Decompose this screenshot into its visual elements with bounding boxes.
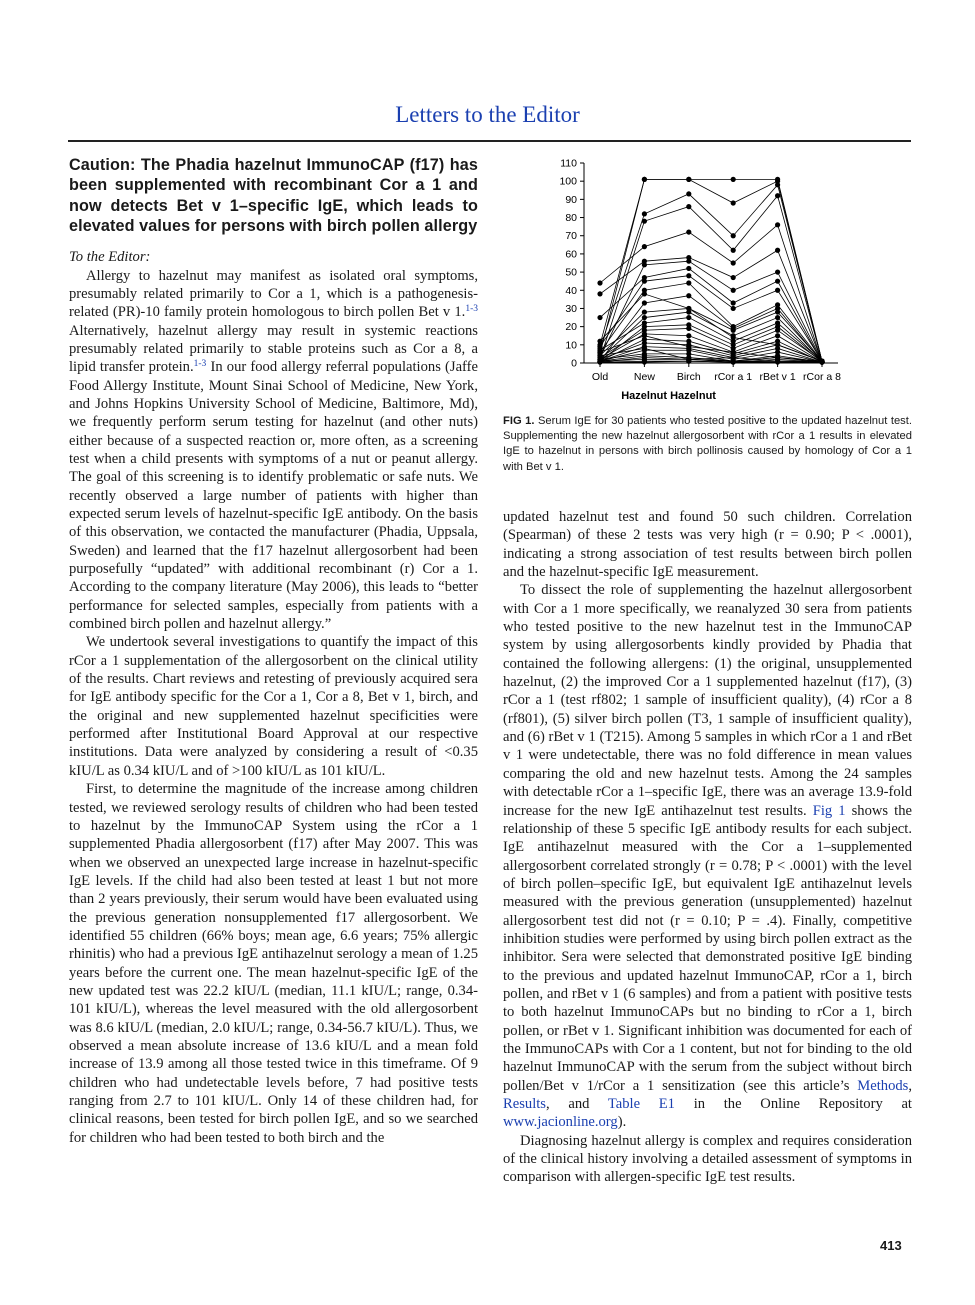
data-point	[597, 359, 602, 364]
data-point	[775, 288, 780, 293]
y-tick-label: 70	[565, 230, 577, 243]
data-point	[775, 269, 780, 274]
y-tick-label: 40	[565, 284, 577, 297]
data-point	[775, 333, 780, 338]
data-point	[686, 344, 691, 349]
results-link[interactable]: Results	[503, 1096, 546, 1112]
data-point	[686, 229, 691, 234]
data-point	[642, 359, 647, 364]
p5-text-c: in the Online Repository at	[674, 1096, 912, 1112]
data-point	[731, 275, 736, 280]
data-point	[642, 262, 647, 267]
table-link[interactable]: Table E1	[607, 1096, 675, 1112]
data-point	[731, 328, 736, 333]
paragraph-3: First, to determine the magnitude of the increase among children tested, we reviewed serology results of children who had been tested to hazelnut by the ImmunoCAP System using the rCor a 1 supplemented Phadia allergosorbent (f17) after May 2007. This was when we observed an unexpected large increase in hazelnut-specific IgE levels. If the child had also been tested at least 1 but not more than 2 years previously, their serum would have been evaluated using the previous generation nonsupplemented f17 allergosorbent. We identified 55 children (66% boys; mean age, 6.6 years; 75% allergic rhinitis) who had a previous IgE antihazelnut serology a mean of 1.25 years before the current one. The mean hazelnut-specific IgE of the new updated test was 22.2 kIU/L (median, 11.1 kIU/L; range, 0.34-101 kIU/L), whereas the level measured with the old allergosorbent was 8.6 kIU/L (median, 2.0 kIU/L; range, 0.34-56.7 kIU/L). Thus, we observed a mean absolute increase of 13.6 kIU/L and a mean fold increase of 13.9 among all those tested twice in this timeframe. Of 9 children who had undetectable levels before, 7 had positive tests ranging from 2.7 to 101 kIU/L. Only 14 of these children had, for clinical reasons, been tested for birch pollen IgE, and so we searched for children who had been tested to both birch and the	[69, 781, 478, 1146]
ige-line-chart	[548, 152, 878, 408]
data-point	[686, 191, 691, 196]
right-column	[503, 508, 912, 1187]
data-point	[731, 306, 736, 311]
p5-text-a: To dissect the role of supplementing the hazelnut allergosorbent with Cor a 1 more specifically, we reanalyzed 30 sera from patients who tested positive to the new hazelnut test in the ImmunoCAP system by using allergosorbents kindly provided by Phadia that contained the following allergens: (1) the original, unsupplemented hazelnut, (2) the improved Cor a 1 supplemented hazelnut (f17), (3) rCor a 1 (test rf802; 1 sample of insufficient quality), (4) rCor a 8 (rf801), (5) silver birch pollen (T3, 1 sample of insufficient quality), and (6) rBet v 1 (T215). Among 5 samples in which rCor a 1 and rBet v 1 were undetectable, there was no fold difference in mean values comparing the old and new hazelnut tests. Among the 24 samples with detectable rCor a 1–specific IgE, there was an average 13.9-fold increase for the new IgE antihazelnut test results.	[503, 582, 912, 819]
data-point	[686, 306, 691, 311]
data-point	[775, 222, 780, 227]
series-line	[600, 225, 822, 362]
salutation: To the Editor:	[69, 249, 151, 266]
data-point	[686, 357, 691, 362]
y-tick-label: 100	[559, 175, 577, 188]
data-point	[642, 333, 647, 338]
series-line	[600, 179, 822, 361]
page-number: 413	[880, 1238, 902, 1253]
left-column	[69, 155, 478, 1147]
data-point	[775, 328, 780, 333]
data-point	[686, 177, 691, 182]
p5-sep-2: , and	[545, 1096, 608, 1112]
y-tick-label: 90	[565, 193, 577, 206]
p5-text-b: shows the relationship of these 5 specific IgE antibody results for each subject. IgE antihazelnut measured with the Cor a 1–supplemented allergosorbent correlated strongly (r = 0.78; P < .0001) with the level of birch pollen–specific IgE, but equivalent IgE antihazelnut levels measured with the previous generation (unsupplemented) hazelnut allergosorbent test did not (r = 0.10; P = .4). Finally, competitive inhibition studies were performed by using birch pollen extract as the inhibitor. Sera were selected that demonstrated positive IgE binding to the previous and updated hazelnut ImmunoCAP, rCor a 1, birch pollen, and rBet v 1 (6 samples) and from a patient with positive tests to both hazelnut ImmunoCAPs but no binding to rCor a 1, birch pollen, or rBet v 1. Significant inhibition was documented for each of the ImmunoCAPs with Cor a 1 content, but not for binding to the old hazelnut ImmunoCAP with the serum from the subject without birch pollen/Bet v 1/rCor a 1 sensitization (see this article’s	[503, 802, 912, 1094]
x-tick-label: rCor a 1	[714, 371, 753, 383]
series-line	[600, 179, 822, 361]
data-point	[642, 279, 647, 284]
figure-caption	[503, 414, 912, 475]
caption-label: FIG 1.	[503, 415, 535, 427]
p1-text-a: Allergy to hazelnut may manifest as isolated oral symptoms, presumably related primarily to Cor a 1, which is a pathogenesis-related (PR)-10 family protein homologous to birch pollen Bet v 1.	[69, 267, 478, 321]
x-tick-label: rBet v 1	[759, 371, 796, 383]
paragraph-2: We undertook several investigations to quantify the impact of this rCor a 1 supplementation of the allergosorbent on the clinical utility of the results. Chart reviews and retesting of previously acquired sera for IgE antibody specific for the Cor a 1, Cor a 8, Bet v 1, birch, and the original and new supplemented hazelnut specificities were performed after Institutional Board Approval at our respective institutions. Data were analyzed by considering a result of <0.35 kIU/L as 0.34 kIU/L and of >100 kIU/L as 101 kIU/L.	[69, 634, 478, 779]
data-point	[642, 309, 647, 314]
figure-link[interactable]: Fig 1	[812, 802, 846, 819]
x-tick-label: rCor a 8	[803, 371, 841, 383]
data-point	[731, 288, 736, 293]
data-point	[642, 219, 647, 224]
x-tick-label: Old	[591, 371, 609, 383]
data-point	[597, 315, 602, 320]
reference-link[interactable]: 1-3	[193, 359, 207, 370]
y-tick-label: 50	[565, 266, 577, 279]
reference-link[interactable]: 1-3	[465, 304, 478, 315]
data-point	[686, 273, 691, 278]
data-point	[775, 182, 780, 187]
p5-sep-1: ,	[908, 1077, 912, 1094]
p1-text-c: In our food allergy referral populations (Jaffe Food Allergy Institute, Mount Sinai School of Medicine, New York, and Johns Hopkins University School of Medicine, Baltimore, Md), we frequently perform serum testing for hazelnut (and other nuts) either because of a suspected reaction or, more often, as a screening test when a child presents with symptoms of a nut or peanut allergy. The goal of this screening is to identify problematic or safe nuts. We recently observed a large number of patients with higher than expected serum levels of hazelnut-specific IgE antibody. On the basis of this observation, we contacted the manufacturer (Phadia, Uppsala, Sweden) and learned that the f17 hazelnut allergosorbent had been purposefully “updated” with additional recombinant (r) Cor a 1. According to the company literature (May 2006), this leads to “better performance for selected samples, especially from patients with a combined birch pollen and hazelnut allergy.”	[69, 359, 478, 633]
data-point	[731, 359, 736, 364]
caption-text: Serum IgE for 30 patients who tested positive to the updated hazelnut test. Supplementing the new hazelnut allergosorbent with rCor a 1 results in elevated IgE to hazelnut in persons with birch pollinosis caused by homology of Cor a 1 with Bet v 1.	[503, 415, 912, 473]
data-point	[597, 291, 602, 296]
data-point	[686, 315, 691, 320]
data-point	[731, 200, 736, 205]
data-point	[775, 309, 780, 314]
data-point	[686, 266, 691, 271]
data-point	[775, 193, 780, 198]
journal-url-link[interactable]: www.jacionline.org	[503, 1114, 618, 1131]
x-group-label: Hazelnut Hazelnut	[621, 390, 716, 402]
data-point	[642, 291, 647, 296]
data-point	[731, 300, 736, 305]
y-tick-label: 0	[571, 357, 577, 370]
y-tick-label: 30	[565, 302, 577, 315]
data-point	[731, 248, 736, 253]
data-point	[686, 280, 691, 285]
data-point	[731, 355, 736, 360]
data-point	[731, 177, 736, 182]
data-point	[775, 279, 780, 284]
data-point	[775, 248, 780, 253]
x-tick-label: Birch	[676, 371, 701, 383]
y-tick-label: 110	[560, 157, 577, 170]
y-tick-label: 10	[565, 339, 577, 352]
y-tick-label: 60	[565, 248, 577, 261]
data-point	[686, 333, 691, 338]
paragraph-4: updated hazelnut test and found 50 such children. Correlation (Spearman) of these 2 tests was very high (r = 0.90; P < .0001), indicating a strong association of test results between birch pollen and the hazelnut-specific IgE measurement.	[503, 509, 912, 581]
data-point	[642, 177, 647, 182]
data-point	[597, 353, 602, 358]
data-point	[731, 349, 736, 354]
x-tick-label: New	[633, 371, 655, 383]
data-point	[686, 326, 691, 331]
data-point	[775, 342, 780, 347]
data-point	[642, 315, 647, 320]
p1-text-b: Alternatively, hazelnut allergy may result in systemic reactions presumably related primarily to stable proteins such as Cor a 8, a lipid transfer protein.	[69, 322, 478, 376]
data-point	[731, 233, 736, 238]
data-point	[686, 259, 691, 264]
data-point	[686, 293, 691, 298]
y-tick-label: 20	[565, 321, 577, 334]
y-tick-label: 80	[565, 212, 577, 225]
data-point	[775, 315, 780, 320]
data-point	[597, 280, 602, 285]
paragraph-5	[503, 581, 912, 1131]
section-title: Letters to the Editor	[395, 102, 580, 127]
series-line	[600, 268, 822, 362]
data-point	[642, 300, 647, 305]
data-point	[775, 359, 780, 364]
data-point	[819, 359, 824, 364]
data-point	[731, 260, 736, 265]
paragraph-6: Diagnosing hazelnut allergy is complex and requires consideration of the clinical history involving a detailed assessment of symptoms in comparison with allergen-specific IgE test results.	[503, 1132, 912, 1186]
header-rule	[68, 140, 911, 142]
paragraph-1	[69, 267, 478, 634]
data-point	[642, 211, 647, 216]
methods-link[interactable]: Methods	[857, 1077, 909, 1094]
data-point	[686, 204, 691, 209]
p5-text-d: ).	[617, 1114, 627, 1131]
data-point	[642, 244, 647, 249]
data-point	[731, 335, 736, 340]
data-point	[642, 346, 647, 351]
article-title: Caution: The Phadia hazelnut ImmunoCAP (f17) has been supplemented with recombinant Cor a 1 and now detects Bet v 1–specific IgE, which leads to elevated values for persons with birch pollen allergy	[69, 156, 478, 235]
data-point	[597, 339, 602, 344]
series-line	[600, 325, 822, 362]
